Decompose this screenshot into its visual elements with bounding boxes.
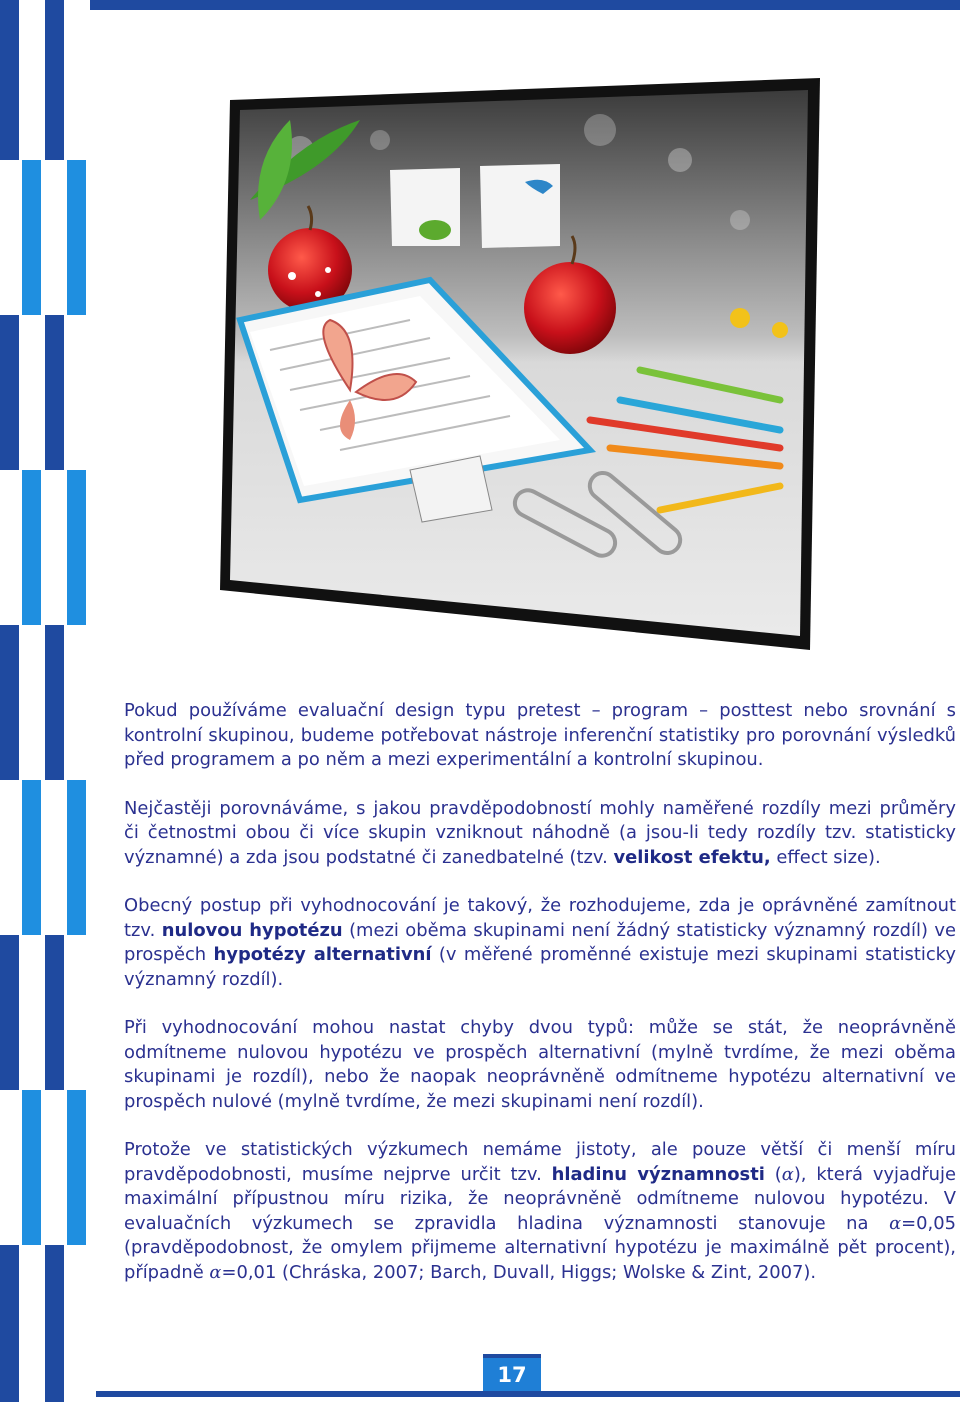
top-rule [90, 0, 960, 10]
paragraph-2-text: Nejčastěji porovnáváme, s jakou pravděpodobností mohly naměřené rozdíly mezi průměry či četnostmi obou či více skupin vzniknout náhodně (a jsou-li tedy rozdíly tzv. statisticky významné) a zda jsou podstatné či zanedbatelné (tzv. [124, 797, 956, 868]
paragraph-5-tail: =0,01 (Chráska, 2007; Barch, Duvall, Higgs; Wolske & Zint, 2007). [221, 1261, 817, 1283]
paragraph-5-paren: ( [764, 1163, 782, 1185]
page-number: 17 [483, 1358, 541, 1391]
body-text [124, 699, 956, 1285]
paragraph-5-mid: ), která vyjadřuje maximální přípustnou míru rizika, že neoprávněně odmítneme nulovou hypotézu. V evaluačních výzkumech se zpravidla hladina významnosti stanovuje na [124, 1163, 956, 1234]
paragraph-4 [124, 1016, 956, 1114]
paragraph-2 [124, 797, 956, 871]
paragraph-1 [124, 699, 956, 773]
term-significance-level: hladinu významnosti [551, 1163, 765, 1185]
paragraph-5 [124, 1138, 956, 1285]
paragraph-3-text: Obecný postup při vyhodnocování je takový, že rozhodujeme, zda je oprávněné zamítnout tzv. [124, 895, 956, 941]
term-null-hypothesis: nulovou hypotézu [161, 919, 343, 941]
paragraph-1-text: Pokud používáme evaluační design typu pretest – program – posttest nebo srovnání s kontrolní skupinou, budeme potřebovat nástroje inferenční statistiky pro porovnání výsledků před programem a po něm a mezi experimentální a kontrolní skupinou. [124, 700, 956, 770]
term-effect-size: velikost efektu, [613, 846, 771, 868]
bottom-rule [96, 1391, 960, 1397]
paragraph-2-tail: effect size). [770, 846, 881, 868]
alpha-symbol: α [889, 1212, 902, 1234]
checkered-border [0, 0, 96, 1402]
paragraph-3-tail: (v měřené proměnné existuje mezi skupinami statisticky významný rozdíl). [124, 944, 956, 990]
alpha-symbol: α [781, 1163, 794, 1185]
alpha-symbol: α [209, 1261, 222, 1283]
whiteboard-illustration [180, 70, 840, 670]
paragraph-5-mid2: =0,05 (pravděpodobnost, že omylem přijmeme alternativní hypotézu je maximálně pět procent), případně [124, 1212, 956, 1283]
paragraph-4-text: Při vyhodnocování mohou nastat chyby dvou typů: může se stát, že neoprávněně odmítneme nulovou hypotézu ve prospěch alternativní (mylně tvrdíme, že mezi oběma skupinami je rozdíl), nebo že naopak neoprávněně odmítneme hypotézu alternativní ve prospěch nulové (mylně tvrdíme, že mezi skupinami není rozdíl). [124, 1017, 956, 1112]
paragraph-3 [124, 894, 956, 992]
term-alternative-hypothesis: hypotézy alternativní [213, 944, 432, 965]
paragraph-5-text: Protože ve statistických výzkumech nemáme jistoty, ale pouze větší či menší míru pravděpodobnosti, musíme nejprve určit tzv. [124, 1139, 956, 1185]
paragraph-3-mid: (mezi oběma skupinami není žádný statisticky významný rozdíl) ve prospěch [124, 919, 956, 965]
